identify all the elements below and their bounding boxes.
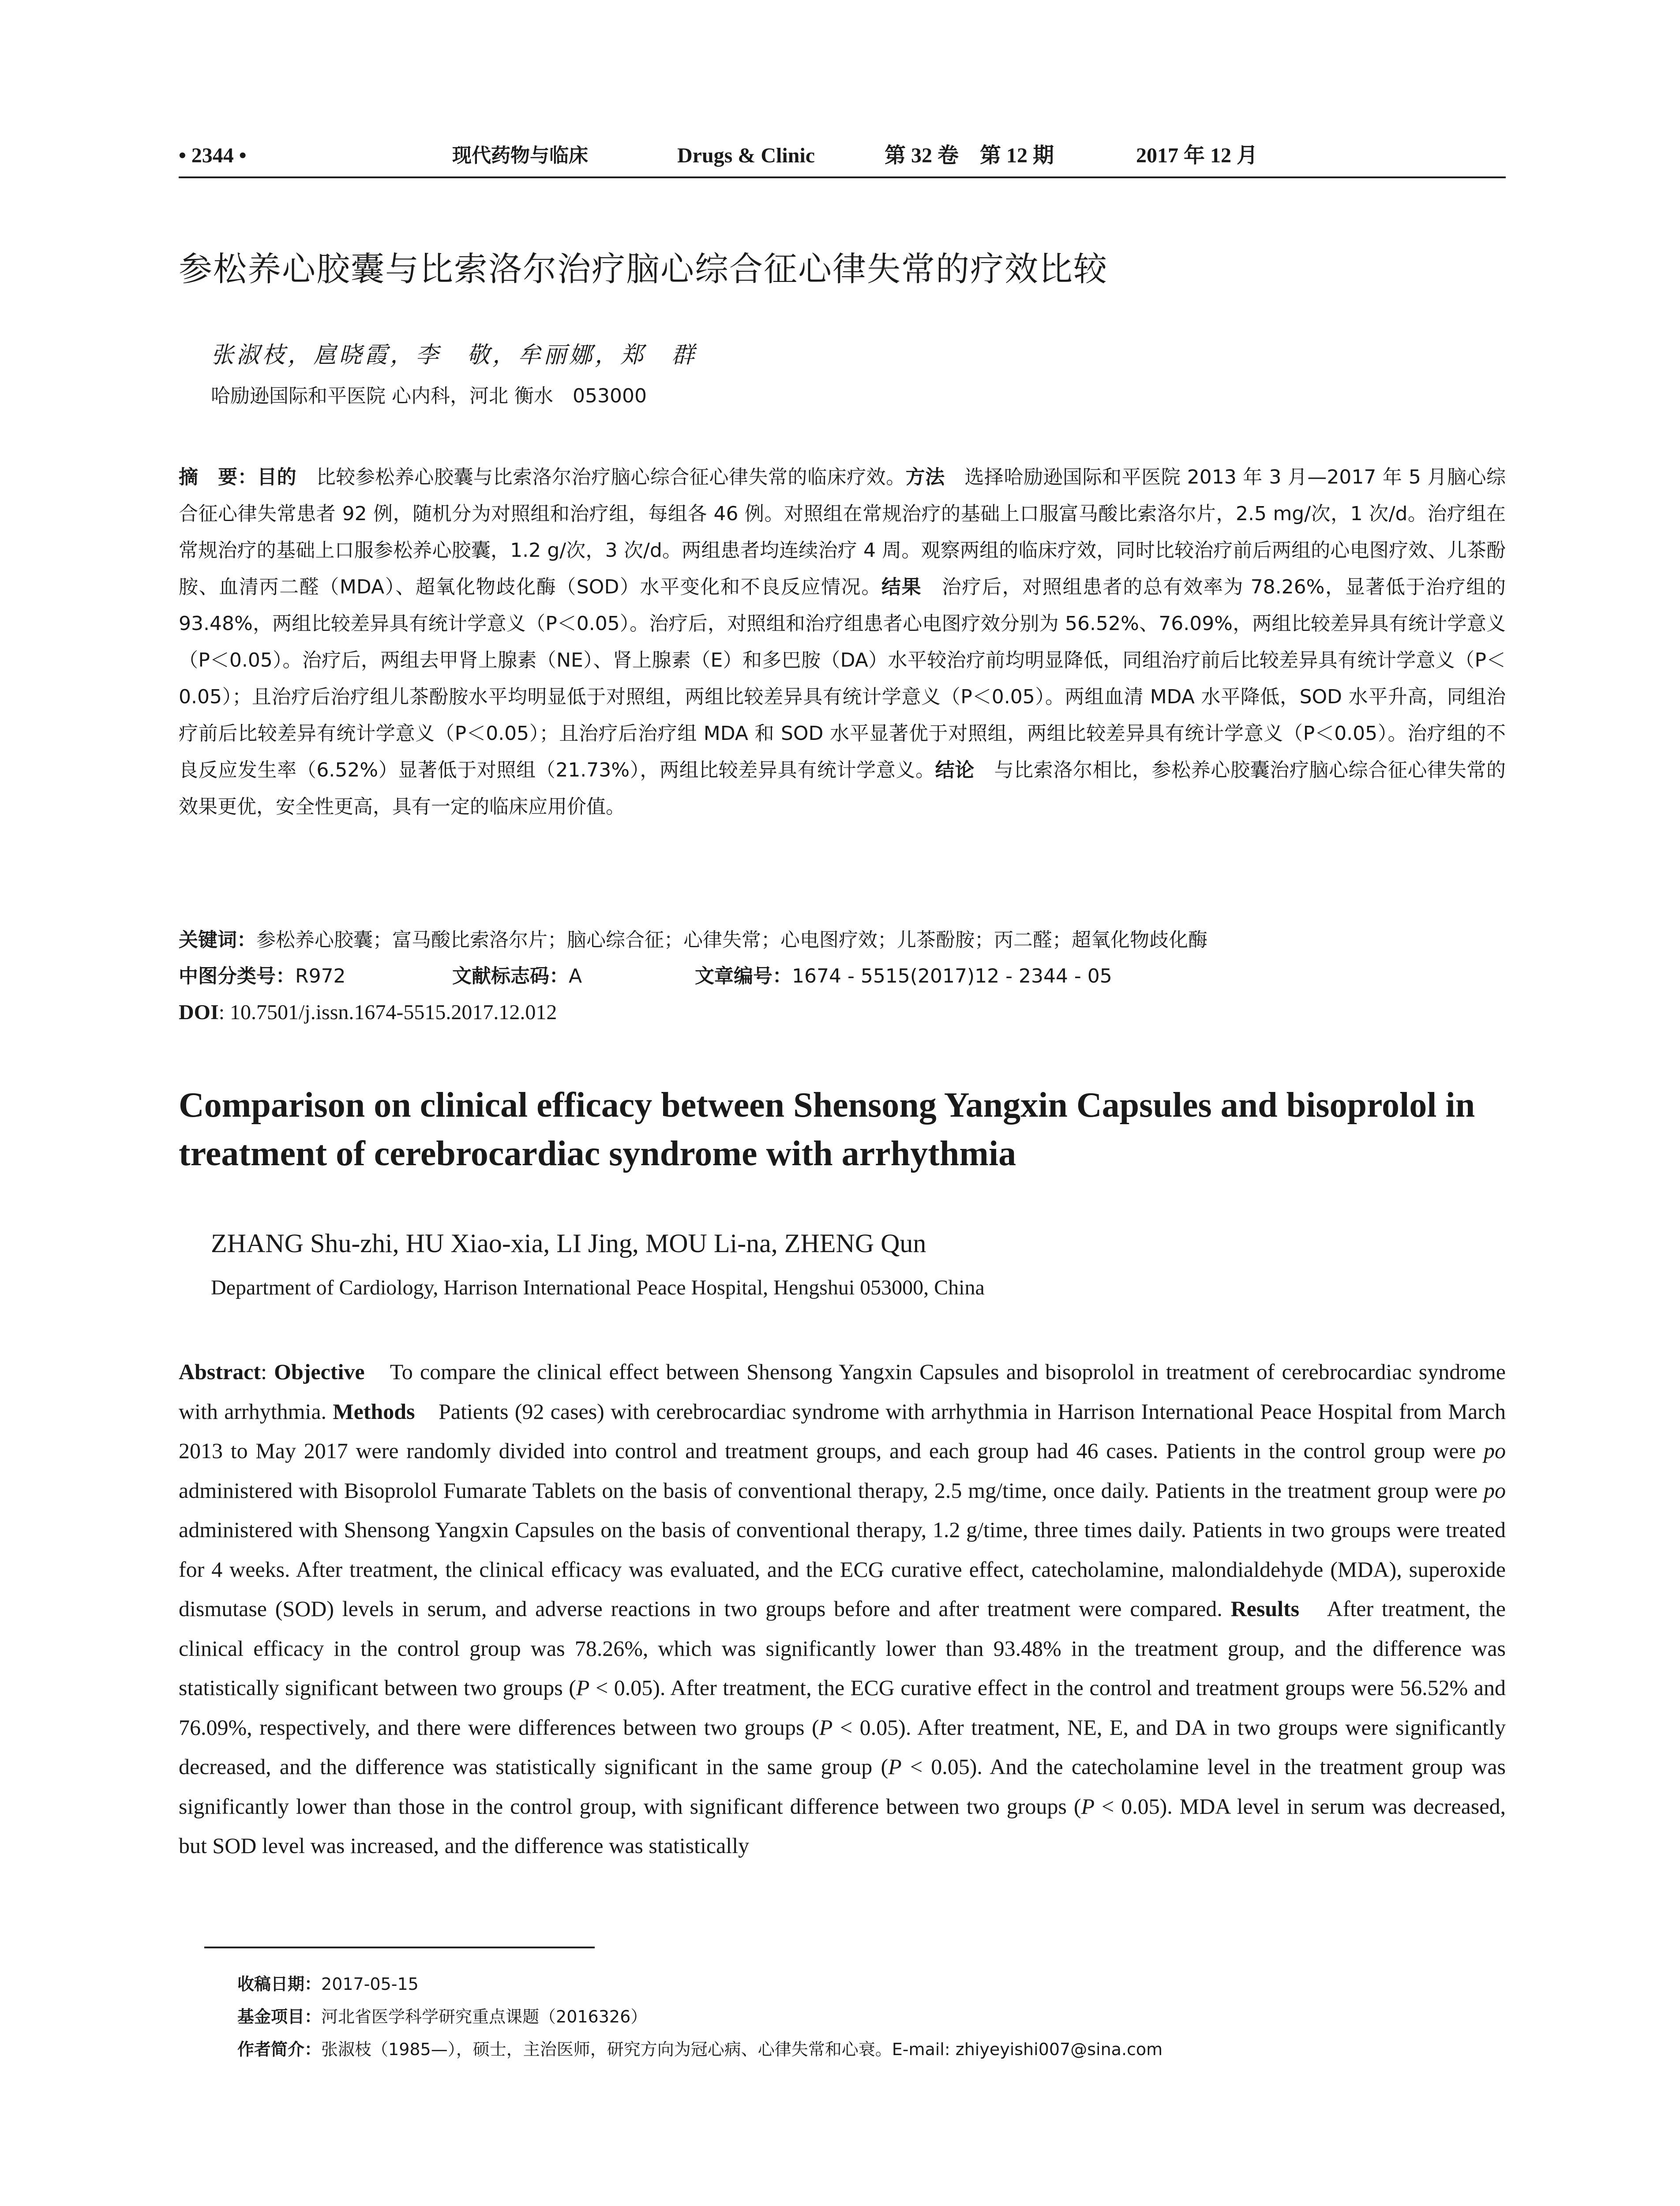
conclusion-cn-label: 结论 xyxy=(935,759,975,781)
clc-value: R972 xyxy=(295,965,346,987)
received-label: 收稿日期： xyxy=(237,1974,322,1994)
results-en-text-4: < 0.05). And the catecholamine level in the treatment group was significantly lower than those in the control group, with significant difference between two groups ( xyxy=(179,1754,1506,1819)
article-no-value: 1674 - 5515(2017)12 - 2344 - 05 xyxy=(792,965,1112,987)
keywords-cn xyxy=(179,926,1506,955)
article-title-en: Comparison on clinical efficacy between Shensong Yangxin Capsules and bisoprolol in treatment of cerebrocardiac syndrome with arrhythmia xyxy=(179,1086,1475,1173)
abstract-en-label: Abstract xyxy=(179,1359,261,1384)
methods-en-text-1: Patients (92 cases) with cerebrocardiac syndrome with arrhythmia in Harrison International Peace Hospital from March 2013 to May 2017 were randomly divided into control and treatment groups, and each group had 46 cases. Patients in the control group were xyxy=(179,1399,1506,1463)
article-title-cn: 参松养心胶囊与比索洛尔治疗脑心综合征心律失常的疗效比较 xyxy=(179,249,1108,289)
methods-en-text-2: administered with Bisoprolol Fumarate Tablets on the basis of conventional therapy, 2.5 mg/time, once daily. Patients in the treatment group were xyxy=(179,1478,1484,1503)
doc-code-value: A xyxy=(569,965,582,987)
methods-en-text-3: administered with Shensong Yangxin Capsules on the basis of conventional therapy, 1.2 g/time, three times daily. Patients in two groups were treated for 4 weeks. After treatment, the clinical efficacy was evaluated, and the ECG curative effect, catecholamine, malondialdehyde (MDA), superoxide dismutase (SOD) levels in serum, and adverse reactions in two groups before and after treatment were compared. xyxy=(179,1517,1506,1621)
article-no-field xyxy=(695,962,1112,991)
results-en-label: Results xyxy=(1230,1596,1300,1621)
objective-cn-text: 比较参松养心胶囊与比索洛尔治疗脑心综合征心律失常的临床疗效。 xyxy=(296,466,906,488)
results-en-text-5: < 0.05). MDA level in serum was decreased, but SOD level was increased, and the difference was statistically xyxy=(179,1793,1506,1858)
journal-name-cn: 现代药物与临床 xyxy=(452,144,588,167)
keywords-cn-label: 关键词： xyxy=(179,929,256,951)
results-cn-text: 治疗后，对照组患者的总有效率为 78.26%，显著低于治疗组的 93.48%，两组比较差异具有统计学意义（P＜0.05）。治疗后，对照组和治疗组患者心电图疗效分别为 56.52%、76.09%，两组比较差异具有统计学意义（P＜0.05）。治疗后，两组去甲肾上腺素（NE）、肾上腺素（E）和多巴胺（DA）水平较治疗前均明显降低，同组治疗前后比较差异具有统计学意义（P＜0.05）；且治疗后治疗组儿茶酚胺水平均明显低于对照组，两组比较差异具有统计学意义（P＜0.05）。两组血清 MDA 水平降低，SOD 水平升高，同组治疗前后比较差异有统计学意义（P＜0.05）；且治疗后治疗组 MDA 和 SOD 水平显著优于对照组，两组比较差异具有统计学意义（P＜0.05）。治疗组的不良反应发生率（6.52%）显著低于对照组（21.73%），两组比较差异具有统计学意义。 xyxy=(179,576,1506,781)
issue-date: 2017 年 12 月 xyxy=(1136,144,1258,167)
fund-value: 河北省医学科学研究重点课题（2016326） xyxy=(321,2007,648,2026)
header-rule xyxy=(179,176,1506,178)
clc-field xyxy=(179,962,346,991)
methods-cn-text: 选择哈励逊国际和平医院 2013 年 3 月—2017 年 5 月脑心综合征心律失常患者 92 例，随机分为对照组和治疗组，每组各 46 例。对照组在常规治疗的基础上口服富马酸比索洛尔片，2.5 mg/次，1 次/d。治疗组在常规治疗的基础上口服参松养心胶囊，1.2 g/次，3 次/d。两组患者均连续治疗 4 周。观察两组的临床疗效，同时比较治疗前后两组的心电图疗效、儿茶酚胺、血清丙二醛（MDA）、超氧化物歧化酶（SOD）水平变化和不良反应情况。 xyxy=(179,466,1506,598)
p-value-symbol: P xyxy=(819,1715,833,1740)
received-date xyxy=(237,1968,1504,2000)
po-term: po xyxy=(1484,1478,1506,1503)
results-en-text-1: After treatment, the clinical efficacy in the control group was 78.26%, which was significantly lower than 93.48% in the treatment group, and the difference was statistically significant between two groups ( xyxy=(179,1596,1506,1700)
doi-label: DOI xyxy=(179,1001,219,1024)
doi-value[interactable]: : 10.7501/j.issn.1674-5515.2017.12.012 xyxy=(218,1001,557,1024)
conclusion-cn-text: 与比索洛尔相比，参松养心胶囊治疗脑心综合征心律失常的效果更优，安全性更高，具有一定的临床应用价值。 xyxy=(179,759,1506,818)
running-header xyxy=(179,140,1506,171)
author-bio xyxy=(237,2033,1504,2066)
p-value-symbol: P xyxy=(576,1675,590,1700)
methods-cn-label: 方法 xyxy=(905,466,945,488)
objective-cn-label: 目的 xyxy=(257,466,297,488)
doc-code-label: 文献标志码： xyxy=(452,965,569,987)
po-term: po xyxy=(1484,1438,1506,1463)
results-cn-label: 结果 xyxy=(881,576,922,598)
objective-en-label: Objective xyxy=(274,1359,365,1384)
footnotes xyxy=(237,1968,1504,2066)
abstract-cn-label: 摘 要： xyxy=(179,466,258,488)
methods-en-label: Methods xyxy=(333,1399,415,1424)
abstract-en: Abstract: Objective To compare the clinical effect between Shensong Yangxin Capsules and bisoprolol in treatment of cerebrocardiac syndrome with arrhythmia. Methods Patients (92 cases) with cerebrocardiac syndrome with arrhythmia in Harrison International Peace Hospital from March 2013 to May 2017 were randomly divided into control and treatment groups, and each group had 46 cases. Patients in the control group were po administered with Bisoprolol Fumarate Tablets on the basis of conventional therapy, 2.5 mg/time, once daily. Patients in the treatment group were po administered with Shensong Yangxin Capsules on the basis of conventional therapy, 1.2 g/time, three times daily. Patients in two groups were treated for 4 weeks. After treatment, the clinical efficacy was evaluated, and the ECG curative effect, catecholamine, malondialdehyde (MDA), superoxide dismutase (SOD) levels in serum, and adverse reactions in two groups before and after treatment were compared. Results After treatment, the clinical efficacy in the control group was 78.26%, which was significantly lower than 93.48% in the treatment group, and the difference was statistically significant between two groups (P < 0.05). After treatment, the ECG curative effect in the control and treatment groups were 56.52% and 76.09%, respectively, and there were differences between two groups (P < 0.05). After treatment, NE, E, and DA in two groups were significantly decreased, and the difference was statistically significant in the same group (P < 0.05). And the catecholamine level in the treatment group was significantly lower than those in the control group, with significant difference between two groups (P < 0.05). MDA level in serum was decreased, but SOD level was increased, and the difference was statistically xyxy=(179,1359,1506,1858)
doc-code-field xyxy=(452,962,582,991)
clc-label: 中图分类号： xyxy=(179,965,295,987)
affiliation-en: Department of Cardiology, Harrison International Peace Hospital, Hengshui 053000, China xyxy=(211,1276,985,1299)
objective-en-text: To compare the clinical effect between Shensong Yangxin Capsules and bisoprolol in treatment of cerebrocardiac syndrome with arrhythmia. xyxy=(179,1359,1506,1424)
results-en-text-3: < 0.05). After treatment, NE, E, and DA in two groups were significantly decreased, and the difference was statistically significant in the same group ( xyxy=(179,1715,1506,1779)
author-bio-label: 作者简介： xyxy=(237,2040,322,2059)
fund-label: 基金项目： xyxy=(237,2007,322,2026)
fund-project xyxy=(237,2000,1504,2033)
article-no-label: 文章编号： xyxy=(695,965,792,987)
authors-cn: 张淑枝，扈晓霞，李 敬，牟丽娜，郑 群 xyxy=(211,342,698,368)
results-en-text-2: < 0.05). After treatment, the ECG curative effect in the control and treatment groups were 56.52% and 76.09%, respectively, and there were differences between two groups ( xyxy=(179,1675,1506,1740)
volume-issue: 第 32 卷 第 12 期 xyxy=(885,144,1054,167)
received-value: 2017-05-15 xyxy=(321,1974,419,1994)
affiliation-cn: 哈励逊国际和平医院 心内科，河北 衡水 053000 xyxy=(211,385,647,407)
author-bio-value: 张淑枝（1985—），硕士，主治医师，研究方向为冠心病、心律失常和心衰。E-mail: zhiyeyishi007@sina.com xyxy=(321,2040,1163,2059)
doi-row xyxy=(179,998,1506,1027)
page-number: • 2344 • xyxy=(179,144,247,167)
abstract-cn xyxy=(179,459,1506,825)
classification-row xyxy=(179,962,1506,991)
footnote-rule xyxy=(204,1947,595,1948)
p-value-symbol: P xyxy=(1081,1793,1095,1819)
journal-name-en: Drugs & Clinic xyxy=(677,144,815,167)
p-value-symbol: P xyxy=(888,1754,902,1779)
keywords-cn-text: 参松养心胶囊；富马酸比索洛尔片；脑心综合征；心律失常；心电图疗效；儿茶酚胺；丙二醛；超氧化物歧化酶 xyxy=(256,929,1208,951)
authors-en: ZHANG Shu-zhi, HU Xiao-xia, LI Jing, MOU Li-na, ZHENG Qun xyxy=(211,1229,926,1258)
